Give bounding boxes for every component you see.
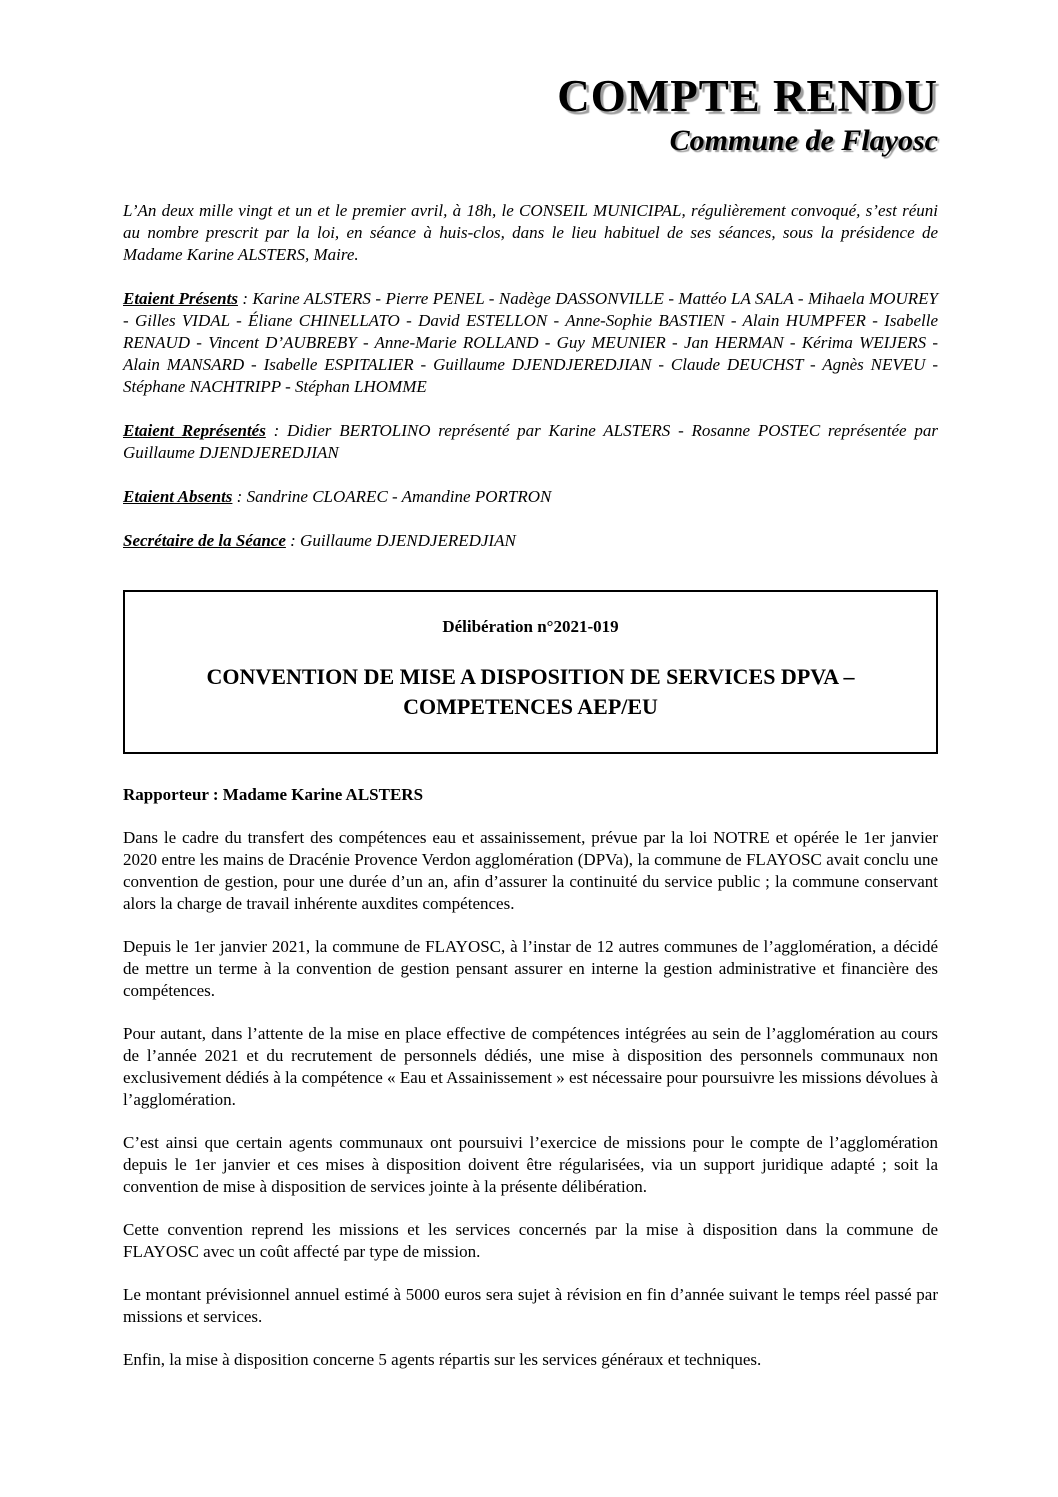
attendance-representes-label: Etaient Représentés [123,421,266,440]
attendance-absents [123,486,938,508]
deliberation-number: Délibération n°2021-019 [442,617,619,636]
attendance-representes [123,420,938,464]
document-header [123,72,938,158]
attendance-absents-label: Etaient Absents [123,487,233,506]
attendance-presents-label: Etaient Présents [123,289,238,308]
body-paragraph-4: C’est ainsi que certain agents communaux ont poursuivi l’exercice de missions pour le compte de l’agglomération depuis le 1er janvier et ces mises à disposition doivent être régularisées, via un support juridique adapté ; soit la convention de mise à disposition de services jointe à la présente délibération. [123,1133,938,1196]
attendance-secretaire [123,530,938,552]
attendance-secretaire-label: Secrétaire de la Séance [123,531,286,550]
body-paragraph-3: Pour autant, dans l’attente de la mise en place effective de compétences intégrées au sein de l’agglomération au cours de l’année 2021 et du recrutement de personnels dédiés, une mise à disposition des personnels communaux non exclusivement dédiés à la compétence « Eau et Assainissement » est nécessaire pour poursuivre les missions dévolues à l’agglomération. [123,1024,938,1109]
deliberation-title-line2: COMPETENCES AEP/EU [403,694,658,719]
body-paragraph-2: Depuis le 1er janvier 2021, la commune de FLAYOSC, à l’instar de 12 autres communes de l’agglomération, a décidé de mettre un terme à la convention de gestion pensant assurer en interne la gestion administrative et financière des compétences. [123,937,938,1000]
body-paragraph-5: Cette convention reprend les missions et les services concernés par la mise à disposition dans la commune de FLAYOSC avec un coût affecté par type de mission. [123,1220,938,1261]
body-paragraph-6: Le montant prévisionnel annuel estimé à 5000 euros sera sujet à révision en fin d’année suivant le temps réel passé par missions et services. [123,1285,938,1326]
attendance-absents-names: : Sandrine CLOAREC - Amandine PORTRON [232,487,552,506]
deliberation-title [137,662,924,722]
attendance-secretaire-name: : Guillaume DJENDJEREDJIAN [285,531,516,550]
attendance-representes-names: : Didier BERTOLINO représenté par Karine ALSTERS - Rosanne POSTEC représentée par Guillaume DJENDJEREDJIAN [123,421,938,462]
deliberation-title-line1: CONVENTION DE MISE A DISPOSITION DE SERVICES DPVA – [206,664,855,689]
document-subtitle: Commune de Flayosc [669,123,938,157]
document-title: COMPTE RENDU [557,71,938,121]
body-paragraph-1: Dans le cadre du transfert des compétences eau et assainissement, prévue par la loi NOTRE et opérée le 1er janvier 2020 entre les mains de Dracénie Provence Verdon agglomération (DPVa), la commune de FLAYOSC avait conclu une convention de gestion, pour une durée d’un an, afin d’assurer la continuité du service public ; la commune conservant alors la charge de travail inhérente auxdites compétences. [123,828,938,913]
attendance-presents [123,288,938,398]
attendance-presents-names: : Karine ALSTERS - Pierre PENEL - Nadège DASSONVILLE - Mattéo LA SALA - Mihaela MOUREY - Gilles VIDAL - Éliane CHINELLATO - David ESTELLON - Anne-Sophie BASTIEN - Alain HUMPFER - Isabelle RENAUD - Vincent D’AUBREBY - Anne-Marie ROLLAND - Guy MEUNIER - Jan HERMAN - Kérima WEIJERS - Alain MANSARD - Isabelle ESPITALIER - Guillaume DJENDJEREDJIAN - Claude DEUCHST - Agnès NEVEU - Stéphane NACHTRIPP - Stéphan LHOMME [123,289,938,396]
body-paragraph-7: Enfin, la mise à disposition concerne 5 agents répartis sur les services généraux et techniques. [123,1350,762,1369]
rapporteur-line: Rapporteur : Madame Karine ALSTERS [123,785,424,804]
session-intro-paragraph: L’An deux mille vingt et un et le premier avril, à 18h, le CONSEIL MUNICIPAL, régulièrement convoqué, s’est réuni au nombre prescrit par la loi, en séance à huis-clos, dans le lieu habituel de ses séances, sous la présidence de Madame Karine ALSTERS, Maire. [123,201,938,264]
deliberation-box [123,590,938,754]
